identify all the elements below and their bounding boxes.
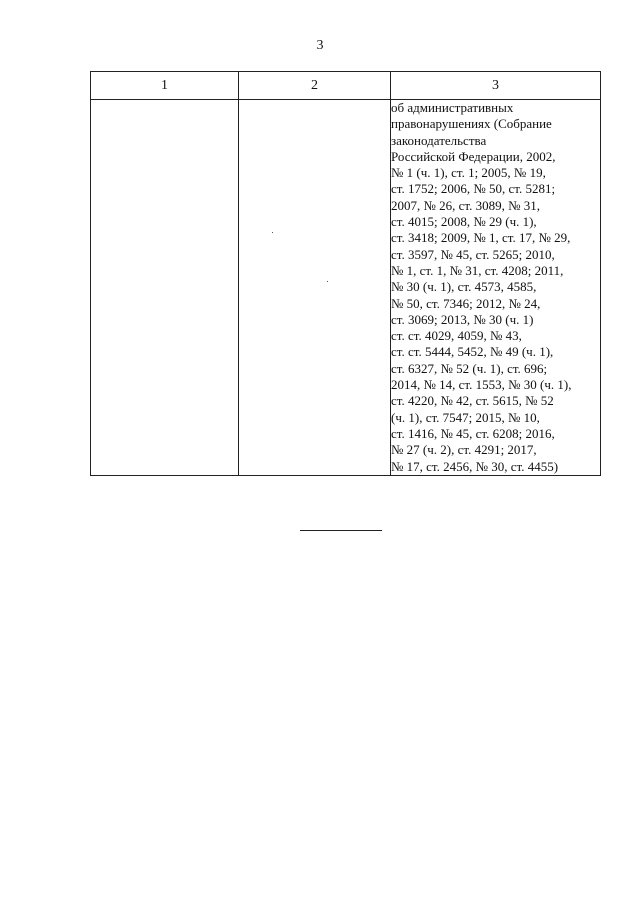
- text-line: ст. 1752; 2006, № 50, ст. 5281;: [391, 181, 556, 197]
- text-line: ст. 4220, № 42, ст. 5615, № 52: [391, 393, 554, 409]
- text-line: законодательства: [391, 132, 487, 148]
- text-line: № 1 (ч. 1), ст. 1; 2005, № 19,: [391, 165, 546, 181]
- text-line: ст. 6327, № 52 (ч. 1), ст. 696;: [391, 360, 548, 376]
- text-line: ст. 4015; 2008, № 29 (ч. 1),: [391, 214, 537, 230]
- table-cell-col3: [391, 100, 601, 476]
- document-table: [90, 71, 601, 476]
- text-line: об административных: [391, 100, 514, 115]
- text-line: 2014, № 14, ст. 1553, № 30 (ч. 1),: [391, 377, 572, 393]
- text-line: ст. 3069; 2013, № 30 (ч. 1): [391, 311, 534, 327]
- text-line: № 27 (ч. 2), ст. 4291; 2017,: [391, 442, 537, 458]
- text-line: (ч. 1), ст. 7547; 2015, № 10,: [391, 409, 540, 425]
- column-header-2: 2: [239, 72, 391, 100]
- text-line: № 50, ст. 7346; 2012, № 24,: [391, 295, 541, 311]
- column-header-3: 3: [391, 72, 601, 100]
- end-of-document-rule: [300, 530, 382, 531]
- table-row: [91, 100, 601, 476]
- text-line: ст. ст. 5444, 5452, № 49 (ч. 1),: [391, 344, 554, 360]
- table-header-row: [91, 72, 601, 100]
- text-line: № 1, ст. 1, № 31, ст. 4208; 2011,: [391, 262, 564, 278]
- text-line: № 30 (ч. 1), ст. 4573, 4585,: [391, 279, 537, 295]
- text-line: ст. 1416, № 45, ст. 6208; 2016,: [391, 425, 555, 441]
- text-line: Российской Федерации, 2002,: [391, 148, 556, 164]
- text-line: ст. 3418; 2009, № 1, ст. 17, № 29,: [391, 230, 571, 246]
- scan-speck: [272, 232, 273, 233]
- text-line: № 17, ст. 2456, № 30, ст. 4455): [391, 458, 559, 474]
- text-line: ст. ст. 4029, 4059, № 43,: [391, 328, 522, 344]
- text-line: 2007, № 26, ст. 3089, № 31,: [391, 197, 541, 213]
- text-line: правонарушениях (Собрание: [391, 116, 552, 132]
- column-header-1: 1: [91, 72, 239, 100]
- table-cell-col2: [239, 100, 391, 476]
- table-cell-col1: [91, 100, 239, 476]
- text-line: ст. 3597, № 45, ст. 5265; 2010,: [391, 246, 555, 262]
- page-number: 3: [316, 38, 324, 53]
- scan-speck: [327, 281, 328, 282]
